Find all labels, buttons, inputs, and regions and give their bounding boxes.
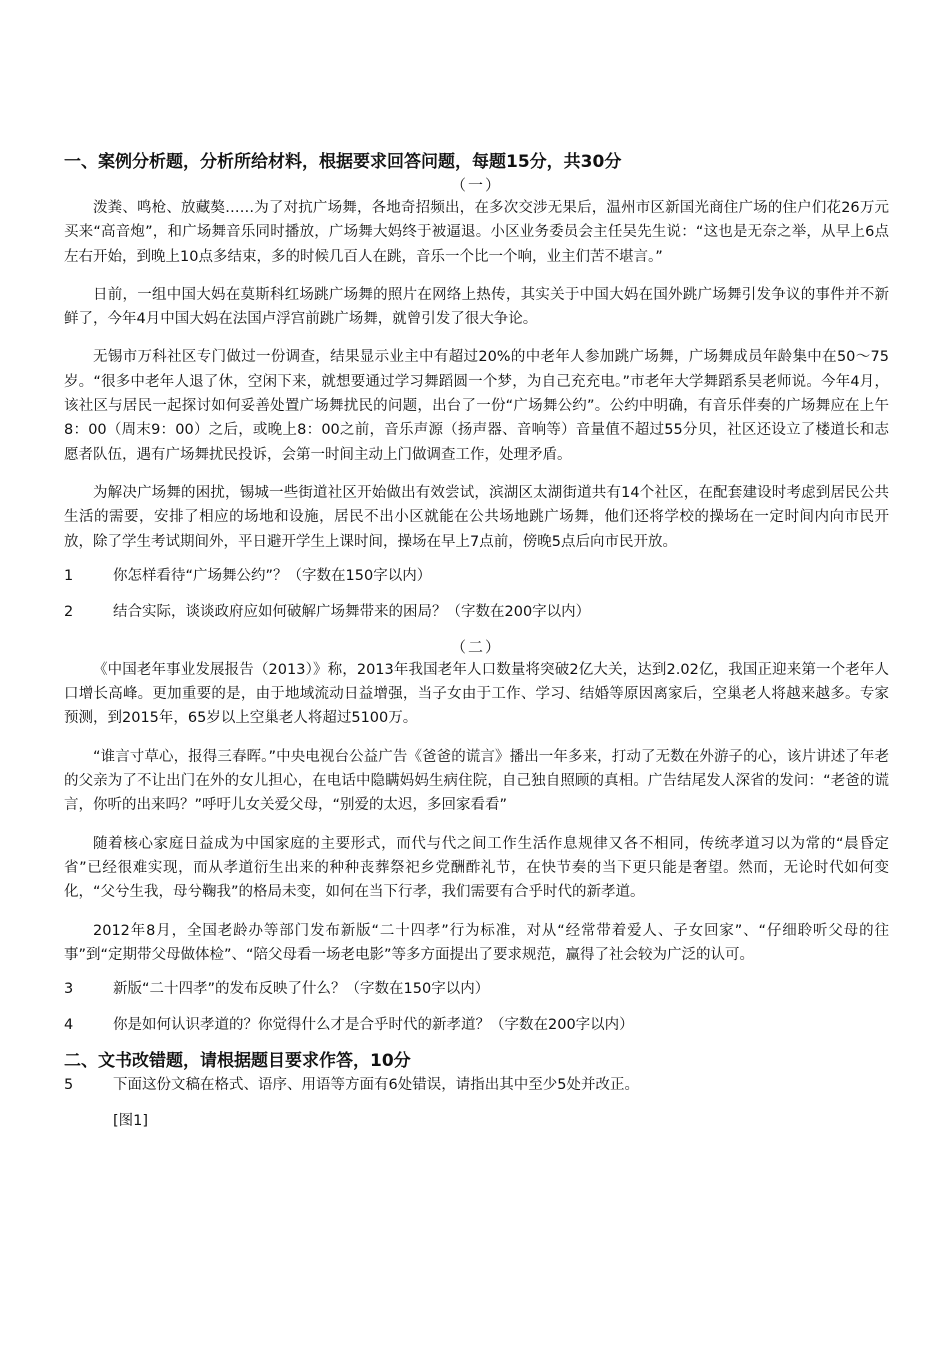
exam-page xyxy=(64,150,889,1133)
paragraph: 无锡市万科社区专门做过一份调查，结果显示业主中有超过20%的中老年人参加跳广场舞，广场舞成员年龄集中在50～75岁。“很多中老年人退了休，空闲下来，就想要通过学习舞蹈圆一个梦，为自己充充电。”市老年大学舞蹈系吴老师说。今年4月，该社区与居民一起探讨如何妥善处置广场舞扰民的问题，出台了一份“广场舞公约”。公约中明确，有音乐伴奏的广场舞应在上午8：00（周末9：00）之后，或晚上8：00之前，音乐声源（扬声器、音响等）音量值不超过55分贝，社区还设立了楼道长和志愿者队伍，遇有广场舞扰民投诉，会第一时间主动上门做调查工作，处理矛盾。 xyxy=(64,349,889,463)
question-number: 1 xyxy=(64,567,74,584)
question-text: 结合实际，谈谈政府应如何破解广场舞带来的困局？（字数在200字以内） xyxy=(113,603,591,620)
question-1 xyxy=(64,564,889,588)
paragraph: 日前，一组中国大妈在莫斯科红场跳广场舞的照片在网络上热传，其实关于中国大妈在国外跳广场舞引发争议的事件并不新鲜了，今年4月中国大妈在法国卢浮宫前跳广场舞，就曾引发了很大争论。 xyxy=(64,286,889,328)
question-number: 3 xyxy=(64,981,74,998)
paragraph: 为解决广场舞的困扰，锡城一些街道社区开始做出有效尝试，滨湖区太湖街道共有14个社区，在配套建设时考虑到居民公共生活的需要，安排了相应的场地和设施，居民不出小区就能在公共场地跳广场舞，他们还将学校的操场在一定时间内向市民开放，除了学生考试期间外，平日避开学生上课时间，操场在早上7点前，傍晚5点后向市民开放。 xyxy=(64,484,889,550)
question-number: 5 xyxy=(64,1077,74,1094)
paragraph: 《中国老年事业发展报告（2013）》称，2013年我国老年人口数量将突破2亿大关，达到2.02亿，我国正迎来第一个老年人口增长高峰。更加重要的是，由于地域流动日益增强，当子女由于工作、学习、结婚等原因离家后，空巢老人将越来越多。专家预测，到2015年，65岁以上空巢老人将超过5100万。 xyxy=(64,661,889,727)
question-text: 你是如何认识孝道的？你觉得什么才是合乎时代的新孝道？（字数在200字以内） xyxy=(113,1017,634,1034)
section-1-title: 一、案例分析题，分析所给材料，根据要求回答问题，每题15分，共30分 xyxy=(64,152,622,172)
paragraph: 2012年8月，全国老龄办等部门发布新版“二十四孝”行为标准，对从“经常带着爱人、子女回家”、“仔细聆听父母的往事”到“定期带父母做体检”、“陪父母看一场老电影”等多方面提出了要求规范，赢得了社会较为广泛的认可。 xyxy=(64,922,889,963)
question-5 xyxy=(64,1073,889,1097)
question-number: 4 xyxy=(64,1017,74,1034)
question-text: 下面这份文稿在格式、语序、用语等方面有6处错误，请指出其中至少5处并改正。 xyxy=(113,1077,639,1094)
question-number: 2 xyxy=(64,603,74,620)
section-2-title: 二、文书改错题，请根据题目要求作答，10分 xyxy=(64,1051,411,1072)
part-1-heading: （一） xyxy=(450,176,502,194)
paragraph: 随着核心家庭日益成为中国家庭的主要形式，而代与代之间工作生活作息规律又各不相同，传统孝道习以为常的“晨昏定省”已经很难实现，而从孝道衍生出来的种种丧葬祭祀乡党酬酢礼节，在快节奏的当下更只能是奢望。然而，无论时代如何变化，“父兮生我，母兮鞠我”的格局未变，如何在当下行孝，我们需要有合乎时代的新孝道。 xyxy=(64,835,889,901)
question-3 xyxy=(64,977,889,1001)
question-text: 你怎样看待“广场舞公约”？（字数在150字以内） xyxy=(113,567,432,584)
figure-placeholder: [图1] xyxy=(113,1113,149,1130)
part-2-heading: （二） xyxy=(450,637,502,656)
paragraph: 泼粪、鸣枪、放藏獒……为了对抗广场舞，各地奇招频出，在多次交涉无果后，温州市区新国光商住广场的住户们花26万元买来“高音炮”，和广场舞音乐同时播放，广场舞大妈终于被逼退。小区业务委员会主任吴先生说：“这也是无奈之举，从早上6点左右开始，到晚上10点多结束，多的时候几百人在跳，音乐一个比一个响，业主们苦不堪言。” xyxy=(64,200,889,265)
paragraph: “谁言寸草心，报得三春晖。”中央电视台公益广告《爸爸的谎言》播出一年多来，打动了无数在外游子的心，该片讲述了年老的父亲为了不让出门在外的女儿担心，在电话中隐瞒妈妈生病住院，自己独自照顾的真相。广告结尾发人深省的发问：“老爸的谎言，你听的出来吗？”呼吁儿女关爱父母，“别爱的太迟，多回家看看” xyxy=(64,748,889,814)
question-text: 新版“二十四孝”的发布反映了什么？（字数在150字以内） xyxy=(113,981,490,998)
question-2 xyxy=(64,600,889,624)
question-4 xyxy=(64,1013,889,1037)
